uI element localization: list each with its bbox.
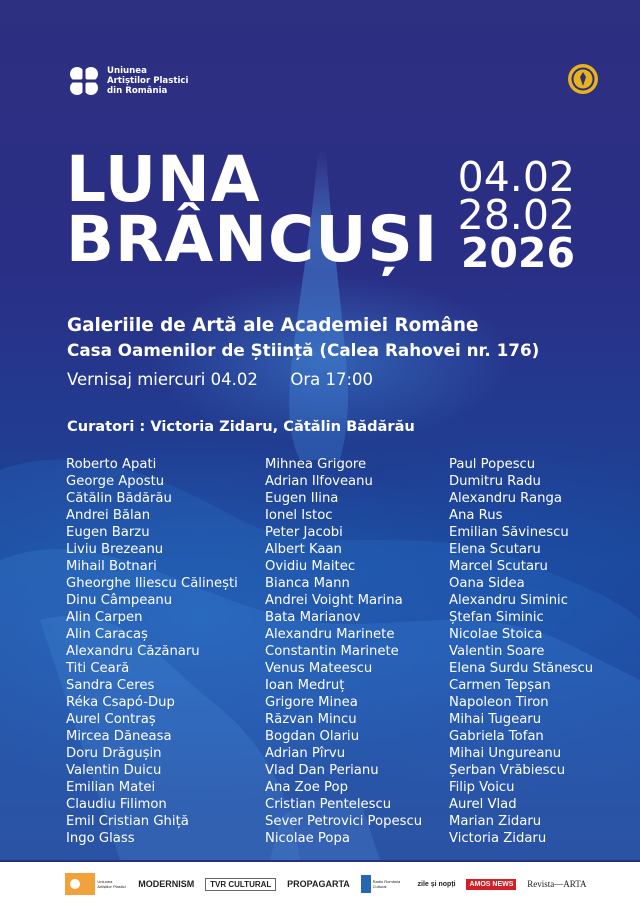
artist-name: Ștefan Siminic <box>449 610 544 625</box>
artist-name: Ioan Medruț <box>265 678 345 693</box>
artist-name: Ovidiu Maitec <box>265 559 356 574</box>
artist-name: Mircea Dăneasa <box>66 729 172 744</box>
artists-column-3 <box>449 456 593 847</box>
artist-name: Dumitru Radu <box>449 474 541 489</box>
academy-seal-icon <box>567 63 599 95</box>
artists-column-2 <box>265 456 422 847</box>
artist-name: Doru Drăgușin <box>66 746 162 761</box>
artist-name: Elena Surdu Stănescu <box>449 661 594 676</box>
artist-name: Gheorghe Iliescu Călinești <box>66 576 238 591</box>
artist-name: Elena Scutaru <box>449 542 541 557</box>
end-date: 28.02 <box>457 191 575 239</box>
artist-name: Mihail Botnari <box>66 559 157 574</box>
artist-name: Cătălin Bădărău <box>66 491 172 506</box>
title-line-2: BRÂNCUȘI <box>66 203 439 276</box>
sponsor-logo-amos-news: AMOS NEWS <box>466 879 516 890</box>
artist-name: Emilian Săvinescu <box>449 525 569 540</box>
artist-name: Aurel Vlad <box>449 797 517 812</box>
sponsor-logo-revista-arta: Revista—ARTA <box>527 879 587 889</box>
sponsor-logo-modernism: MODERNISM <box>138 879 195 889</box>
artist-name: Adrian Ilfoveanu <box>265 474 373 489</box>
artist-name: Marcel Scutaru <box>449 559 548 574</box>
artist-name: Alexandru Căzănaru <box>66 644 200 659</box>
artist-name: Ingo Glass <box>66 831 135 846</box>
artist-name: Réka Csapó-Dup <box>66 695 175 710</box>
uap-small-icon <box>65 873 95 895</box>
artist-name: Valentin Duicu <box>66 763 162 778</box>
artist-name: Albert Kaan <box>265 542 342 557</box>
artist-name: Venus Mateescu <box>265 661 373 676</box>
artist-name: Emil Cristian Ghiță <box>66 814 189 829</box>
sponsor-logo-zile-si-nopti: zile și nopți <box>417 880 456 888</box>
artist-name: Alin Caracaș <box>66 627 148 642</box>
artist-name: Nicolae Popa <box>265 831 350 846</box>
artist-name: Gabriela Tofan <box>449 729 544 744</box>
artist-name: Cristian Pentelescu <box>265 797 392 812</box>
artist-name: Sandra Ceres <box>66 678 155 693</box>
org-name: Uniunea Artiștilor Plastici din România <box>107 66 189 96</box>
artist-name: Liviu Brezeanu <box>66 542 164 557</box>
artist-name: Ana Zoe Pop <box>265 780 348 795</box>
artist-name: Ionel Istoc <box>265 508 333 523</box>
opening-info <box>67 370 373 389</box>
radio-romania-icon <box>361 875 371 893</box>
artist-name: Bogdan Olariu <box>265 729 360 744</box>
artist-name: Sever Petrovici Popescu <box>265 814 423 829</box>
sponsor-logo-propagarta: PROPAGARTA <box>287 879 350 889</box>
artist-name: Andrei Bălan <box>66 508 151 523</box>
artist-name: Eugen Barzu <box>66 525 150 540</box>
sponsor-logo-radio-romania-cultural: Radio România Cultural <box>361 875 407 893</box>
start-date: 04.02 <box>457 153 575 201</box>
artist-name: Mihai Tugearu <box>449 712 542 727</box>
artist-name: Bianca Mann <box>265 576 350 591</box>
artist-name: Titi Ceară <box>66 661 130 676</box>
artist-name: Roberto Apati <box>66 457 157 472</box>
artist-name: Oana Sidea <box>449 576 525 591</box>
artist-name: Alin Carpen <box>66 610 143 625</box>
artist-name: Grigore Minea <box>265 695 358 710</box>
artist-name: Bata Marianov <box>265 610 361 625</box>
artist-name: Șerban Vrăbiescu <box>449 763 566 778</box>
sponsor-logo-uap <box>65 873 127 895</box>
artist-name: Carmen Tepșan <box>449 678 551 693</box>
event-year: 2026 <box>460 229 575 277</box>
artist-name: George Apostu <box>66 474 165 489</box>
sponsor-label-uap: Uniunea Artiștilor Plastici <box>97 879 126 889</box>
artist-name: Mihnea Grigore <box>265 457 367 472</box>
artist-name: Emilian Matei <box>66 780 156 795</box>
artist-name: Napoleon Tiron <box>449 695 549 710</box>
artist-name: Răzvan Mincu <box>265 712 357 727</box>
artist-name: Eugen Ilina <box>265 491 339 506</box>
curators: Curatori : Victoria Zidaru, Cătălin Bădărău <box>67 418 415 435</box>
artist-name: Andrei Voight Marina <box>265 593 403 608</box>
venue-line-1: Galeriile de Artă ale Academiei Române <box>67 315 479 336</box>
opening-time: Ora 17:00 <box>290 370 374 389</box>
artist-name: Aurel Contraș <box>66 712 156 727</box>
uap-clover-icon <box>67 64 101 98</box>
artist-name: Marian Zidaru <box>449 814 542 829</box>
artist-name: Paul Popescu <box>449 457 536 472</box>
artists-column-1 <box>66 456 238 847</box>
artist-name: Ana Rus <box>449 508 503 523</box>
event-dates <box>457 153 575 277</box>
sponsors-footer <box>0 862 640 906</box>
org-logo <box>67 64 188 98</box>
sponsor-logo-tvr-cultural: TVR CULTURAL <box>205 878 276 891</box>
artist-name: Valentin Soare <box>449 644 545 659</box>
artist-name: Adrian Pîrvu <box>265 746 346 761</box>
artist-name: Nicolae Stoica <box>449 627 543 642</box>
artist-name: Peter Jacobi <box>265 525 343 540</box>
artist-name: Alexandru Marinete <box>265 627 395 642</box>
title-line-1: LUNA <box>66 143 261 216</box>
venue-line-2: Casa Oamenilor de Știință (Calea Rahovei nr. 176) <box>67 340 540 360</box>
venue <box>67 313 539 363</box>
artist-name: Victoria Zidaru <box>449 831 547 846</box>
artist-name: Claudiu Filimon <box>66 797 167 812</box>
opening-label: Vernisaj miercuri 04.02 <box>67 370 258 389</box>
artist-name: Mihai Ungureanu <box>449 746 562 761</box>
artist-name: Dinu Câmpeanu <box>66 593 173 608</box>
artist-name: Constantin Marinete <box>265 644 399 659</box>
artist-name: Alexandru Ranga <box>449 491 562 506</box>
artist-name: Vlad Dan Perianu <box>265 763 379 778</box>
artist-name: Filip Voicu <box>449 780 515 795</box>
artist-name: Alexandru Siminic <box>449 593 568 608</box>
event-title <box>66 143 439 276</box>
